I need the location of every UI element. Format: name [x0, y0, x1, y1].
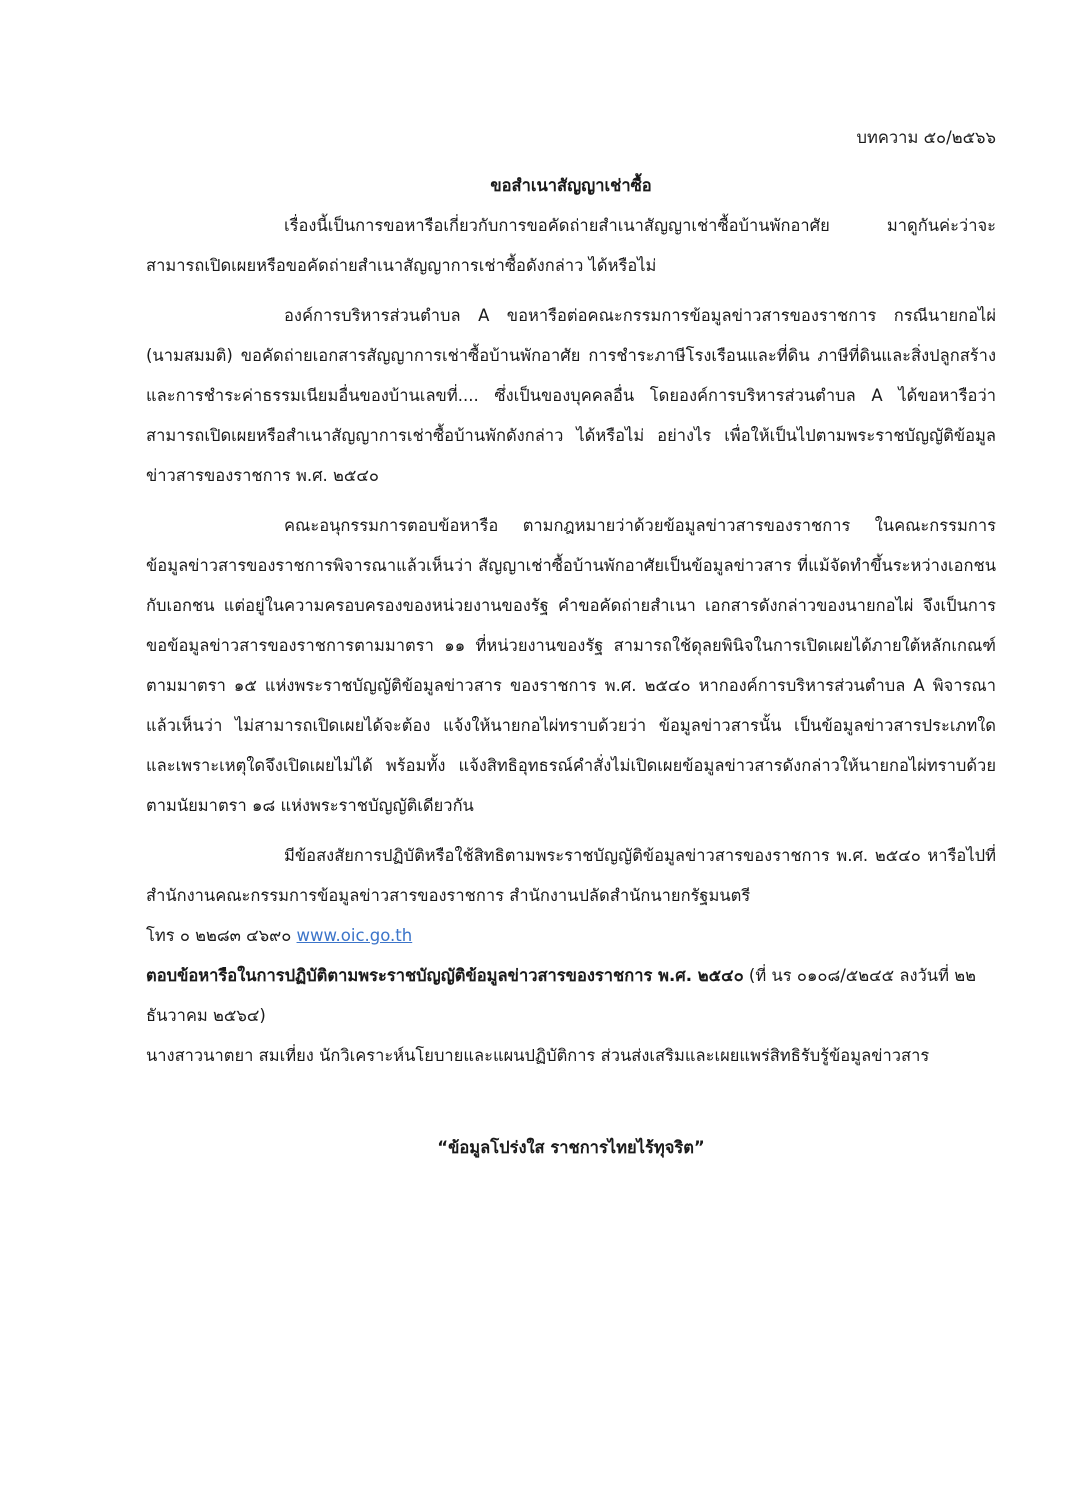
reference-title: ตอบข้อหารือในการปฏิบัติตามพระราชบัญญัติข้อมูลข่าวสารของราชการ พ.ศ. ๒๕๔๐	[146, 966, 744, 985]
reference-block	[146, 956, 996, 1036]
article-number: บทความ ๕๐/๒๕๖๖	[856, 128, 996, 147]
document-title: ขอสำเนาสัญญาเช่าซื้อ	[490, 176, 652, 195]
reference-detail: (ที่ นร ๐๑๐๘/๕๒๔๕ ลงวันที่ ๒๒ ธันวาคม ๒๕๖๔)	[146, 966, 976, 1025]
ruling-paragraph: คณะอนุกรรมการตอบข้อหารือ ตามกฎหมายว่าด้วยข้อมูลข่าวสารของราชการ ในคณะกรรมการข้อมูลข่าวสารของราชการพิจารณาแล้วเห็นว่า สัญญาเช่าซื้อบ้านพักอาศัยเป็นข้อมูลข่าวสาร ที่แม้จัดทำขึ้นระหว่างเอกชนกับเอกชน แต่อยู่ในความครอบครองของหน่วยงานของรัฐ คำขอคัดถ่ายสำเนา เอกสารดังกล่าวของนายกอไผ่ จึงเป็นการขอข้อมูลข่าวสารของราชการตามมาตรา ๑๑ ที่หน่วยงานของรัฐ สามารถใช้ดุลยพินิจในการเปิดเผยได้ภายใต้หลักเกณฑ์ตามมาตรา ๑๕ แห่งพระราชบัญญัติข้อมูลข่าวสาร ของราชการ พ.ศ. ๒๕๔๐ หากองค์การบริหารส่วนตำบล A พิจารณาแล้วเห็นว่า ไม่สามารถเปิดเผยได้จะต้อง แจ้งให้นายกอไผ่ทราบด้วยว่า ข้อมูลข่าวสารนั้น เป็นข้อมูลข่าวสารประเภทใด และเพราะเหตุใดจึงเปิดเผยไม่ได้ พร้อมทั้ง แจ้งสิทธิอุทธรณ์คำสั่งไม่เปิดเผยข้อมูลข่าวสารดังกล่าวให้นายกอไผ่ทราบด้วย ตามนัยมาตรา ๑๘ แห่งพระราชบัญญัติเดียวกัน	[146, 516, 996, 815]
author-line: นางสาวนาตยา สมเที่ยง นักวิเคราะห์นโยบายและแผนปฏิบัติการ ส่วนส่งเสริมและเผยแพร่สิทธิรับรู้ข้อมูลข่าวสาร	[146, 1046, 930, 1065]
website-link[interactable]: www.oic.go.th	[296, 926, 413, 945]
intro-paragraph: เรื่องนี้เป็นการขอหารือเกี่ยวกับการขอคัดถ่ายสำเนาสัญญาเช่าซื้อบ้านพักอาศัย มาดูกันค่ะว่าจะสามารถเปิดเผยหรือขอคัดถ่ายสำเนาสัญญาการเช่าซื้อดังกล่าว ได้หรือไม่	[146, 216, 996, 275]
contact-paragraph: มีข้อสงสัยการปฏิบัติหรือใช้สิทธิตามพระราชบัญญัติข้อมูลข่าวสารของราชการ พ.ศ. ๒๕๔๐ หารือไปที่สำนักงานคณะกรรมการข้อมูลข่าวสารของราชการ สำนักงานปลัดสำนักนายกรัฐมนตรี	[146, 846, 996, 905]
phone-number: โทร ๐ ๒๒๘๓ ๔๖๙๐	[146, 926, 292, 945]
inquiry-paragraph: องค์การบริหารส่วนตำบล A ขอหารือต่อคณะกรรมการข้อมูลข่าวสารของราชการ กรณีนายกอไผ่ (นามสมมติ) ขอคัดถ่ายเอกสารสัญญาการเช่าซื้อบ้านพักอาศัย การชำระภาษีโรงเรือนและที่ดิน ภาษีที่ดินและสิ่งปลูกสร้าง และการชำระค่าธรรมเนียมอื่นของบ้านเลขที่.... ซึ่งเป็นของบุคคลอื่น โดยองค์การบริหารส่วนตำบล A ได้ขอหารือว่า สามารถเปิดเผยหรือสำเนาสัญญาการเช่าซื้อบ้านพักดังกล่าว ได้หรือไม่ อย่างไร เพื่อให้เป็นไปตามพระราชบัญญัติข้อมูลข่าวสารของราชการ พ.ศ. ๒๕๔๐	[146, 306, 996, 485]
slogan: “ข้อมูลโปร่งใส ราชการไทยไร้ทุจริต”	[437, 1138, 705, 1157]
document-page	[146, 118, 996, 1168]
contact-line	[146, 916, 996, 956]
